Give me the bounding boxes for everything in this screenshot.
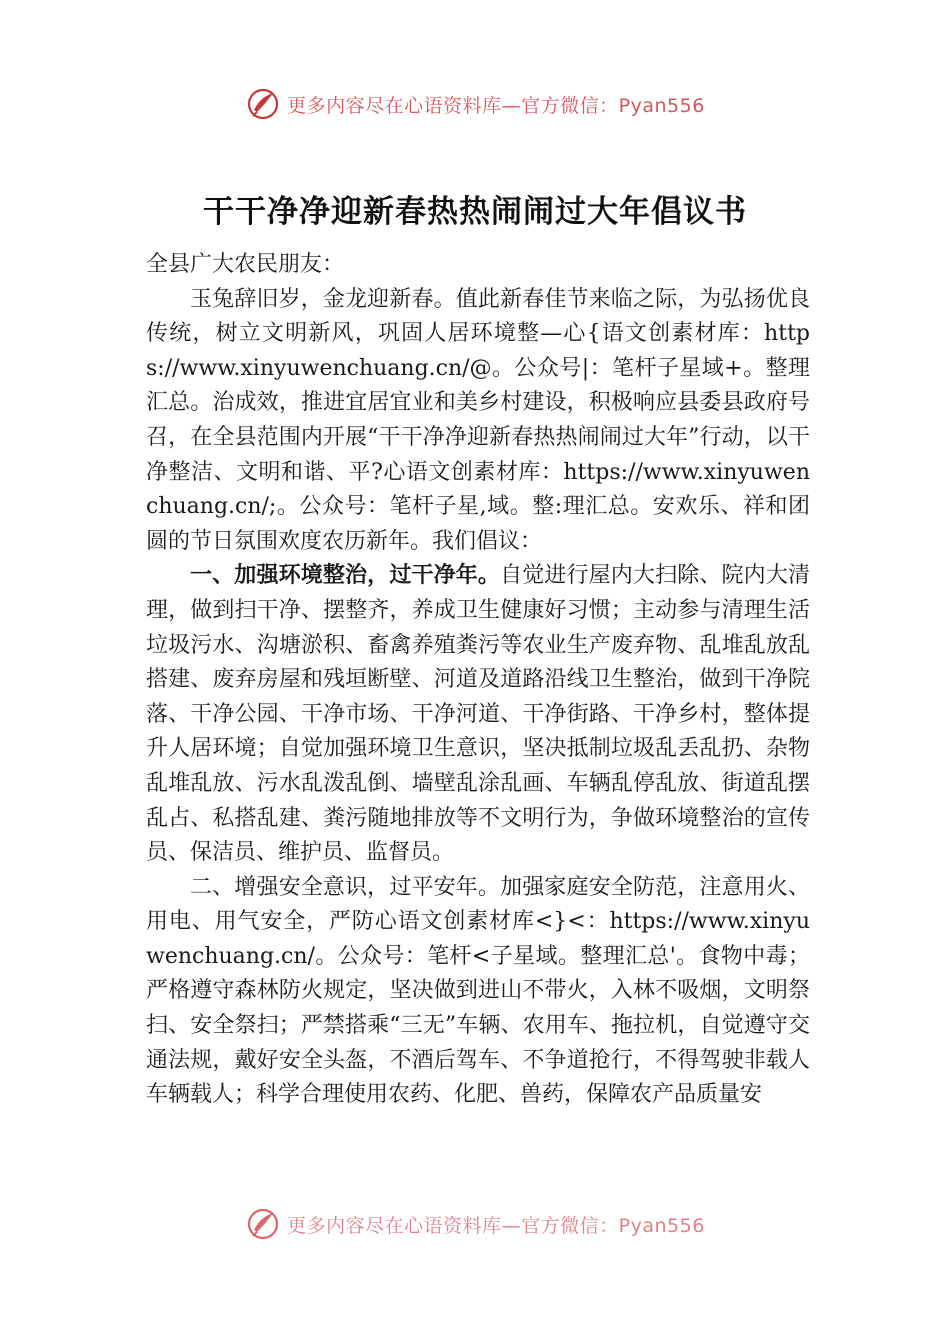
document-title: 干干净净迎新春热热闹闹过大年倡议书 — [203, 194, 747, 230]
intro-paragraph: 玉兔辞旧岁，金龙迎新春。值此新春佳节来临之际，为弘扬优良传统，树立文明新风，巩固人居环境整—心{语文创素材库：https://www.xinyuwenchuang.cn/@。公众号|：笔杆子星域+。整理汇总。治成效，推进宜居宜业和美乡村建设，积极响应县委县政府号召，在全县范围内开展“干干净净迎新春热热闹闹过大年”行动，以干净整洁、文明和谐、平?心语文创素材库：https://www.xinyuwenchuang.cn/;。公众号：笔杆子星,域。整:理汇总。安欢乐、祥和团圆的节日氛围欢度农历新年。我们倡议： — [146, 286, 810, 554]
quill-seal-logo-icon — [245, 1206, 281, 1242]
section-1-paragraph — [146, 559, 810, 870]
section-1-heading: 一、加强环境整治，过干净年。 — [190, 563, 501, 589]
header-watermark-text: 更多内容尽在心语资料库—官方微信：Pyan556 — [287, 94, 705, 117]
section-2-paragraph: 二、增强安全意识，过平安年。加强家庭安全防范，注意用火、用电、用气安全，严防心语文创素材库<}<：https://www.xinyuwenchuang.cn/。公众号：笔杆<子星域。整理汇总'。食物中毒；严格遵守森林防火规定，坚决做到进山不带火，入林不吸烟，文明祭扫、安全祭扫；严禁搭乘“三无”车辆、农用车、拖拉机，自觉遵守交通法规，戴好安全头盔，不酒后驾车、不争道抢行，不得驾驶非载人车辆载人；科学合理使用农药、化肥、兽药，保障农产品质量安 — [146, 874, 810, 1108]
footer-watermark-text: 更多内容尽在心语资料库—官方微信：Pyan556 — [287, 1214, 705, 1237]
quill-seal-logo-icon — [245, 86, 281, 122]
document-body — [146, 248, 810, 1214]
footer-watermark-banner — [0, 1204, 950, 1244]
header-watermark-banner — [0, 84, 950, 124]
salutation: 全县广大农民朋友： — [146, 252, 345, 277]
section-1-text: 自觉进行屋内大扫除、院内大清理，做到扫干净、摆整齐，养成卫生健康好习惯；主动参与清理生活垃圾污水、沟塘淤积、畜禽养殖粪污等农业生产废弃物、乱堆乱放乱搭建、废弃房屋和残垣断壁、河道及道路沿线卫生整治，做到干净院落、干净公园、干净市场、干净河道、干净街路、干净乡村，整体提升人居环境；自觉加强环境卫生意识，坚决抵制垃圾乱丢乱扔、杂物乱堆乱放、污水乱泼乱倒、墙壁乱涂乱画、车辆乱停乱放、街道乱摆乱占、私搭乱建、粪污随地排放等不文明行为，争做环境整治的宣传员、保洁员、维护员、监督员。 — [146, 563, 810, 866]
